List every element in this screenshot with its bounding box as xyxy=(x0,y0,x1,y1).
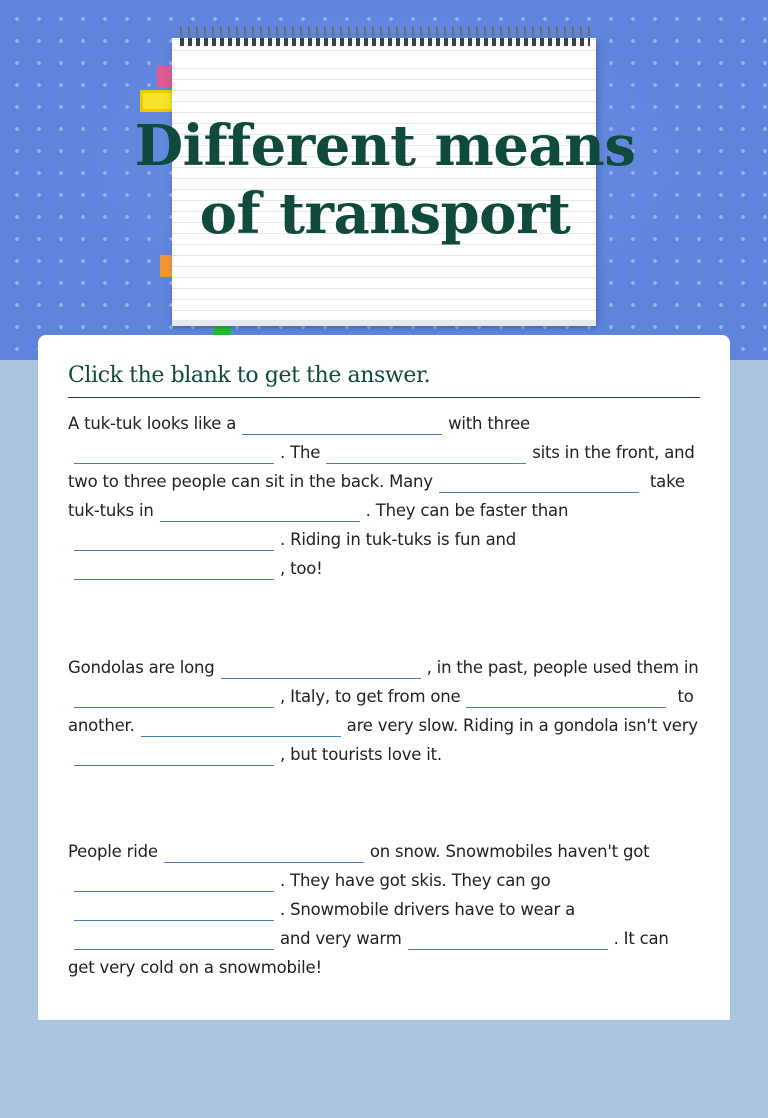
page-title-line-2: of transport xyxy=(199,181,571,247)
answer-blank[interactable] xyxy=(164,841,364,863)
text-segment: . Snowmobile drivers have to wear a xyxy=(280,900,576,919)
page-title-line-1: Different means xyxy=(134,113,636,179)
text-segment: . Riding in tuk-tuks is fun and xyxy=(280,530,517,549)
text-segment: sits in the front, and two to three people can sit in the back. Many xyxy=(68,443,695,491)
answer-blank[interactable] xyxy=(74,442,274,464)
text-segment: A tuk-tuk looks like a xyxy=(68,414,237,433)
text-segment: . The xyxy=(280,443,321,462)
answer-blank[interactable] xyxy=(326,442,526,464)
text-segment: People ride xyxy=(68,842,158,861)
answer-blank[interactable] xyxy=(74,928,274,950)
text-segment: , too! xyxy=(280,559,323,578)
header-banner xyxy=(0,0,768,360)
page-title xyxy=(100,112,670,248)
answer-blank[interactable] xyxy=(74,558,274,580)
text-segment: with three xyxy=(448,414,531,433)
answer-blank[interactable] xyxy=(74,686,274,708)
notebook-spiral xyxy=(180,26,590,52)
text-segment: take tuk-tuks in xyxy=(68,472,685,520)
text-segment: . It can get very cold on a snowmobile! xyxy=(68,929,669,977)
answer-blank[interactable] xyxy=(466,686,666,708)
text-segment: . They have got skis. They can go xyxy=(280,871,551,890)
answer-blank[interactable] xyxy=(74,899,274,921)
answer-blank[interactable] xyxy=(242,413,442,435)
paragraph-snowmobiles xyxy=(68,837,700,982)
text-segment: to another. xyxy=(68,687,694,735)
answer-blank[interactable] xyxy=(74,529,274,551)
answer-blank[interactable] xyxy=(408,928,608,950)
text-segment: Gondolas are long xyxy=(68,658,215,677)
answer-blank[interactable] xyxy=(439,471,639,493)
text-segment: , Italy, to get from one xyxy=(280,687,461,706)
paragraph-gondolas xyxy=(68,653,700,769)
text-segment: on snow. Snowmobiles haven't got xyxy=(369,842,650,861)
text-segment: . They can be faster than xyxy=(365,501,569,520)
instructions-heading: Click the blank to get the answer. xyxy=(68,363,700,398)
text-segment: are very slow. Riding in a gondola isn't very xyxy=(346,716,698,735)
paragraph-tuk-tuk xyxy=(68,409,700,583)
text-segment: , but tourists love it. xyxy=(280,745,442,764)
worksheet-card xyxy=(38,335,730,1020)
answer-blank[interactable] xyxy=(141,715,341,737)
text-segment: and very warm xyxy=(280,929,402,948)
answer-blank[interactable] xyxy=(74,744,274,766)
answer-blank[interactable] xyxy=(74,870,274,892)
answer-blank[interactable] xyxy=(221,657,421,679)
text-segment: , in the past, people used them in xyxy=(426,658,699,677)
notebook-tab-yellow xyxy=(140,90,175,112)
answer-blank[interactable] xyxy=(160,500,360,522)
